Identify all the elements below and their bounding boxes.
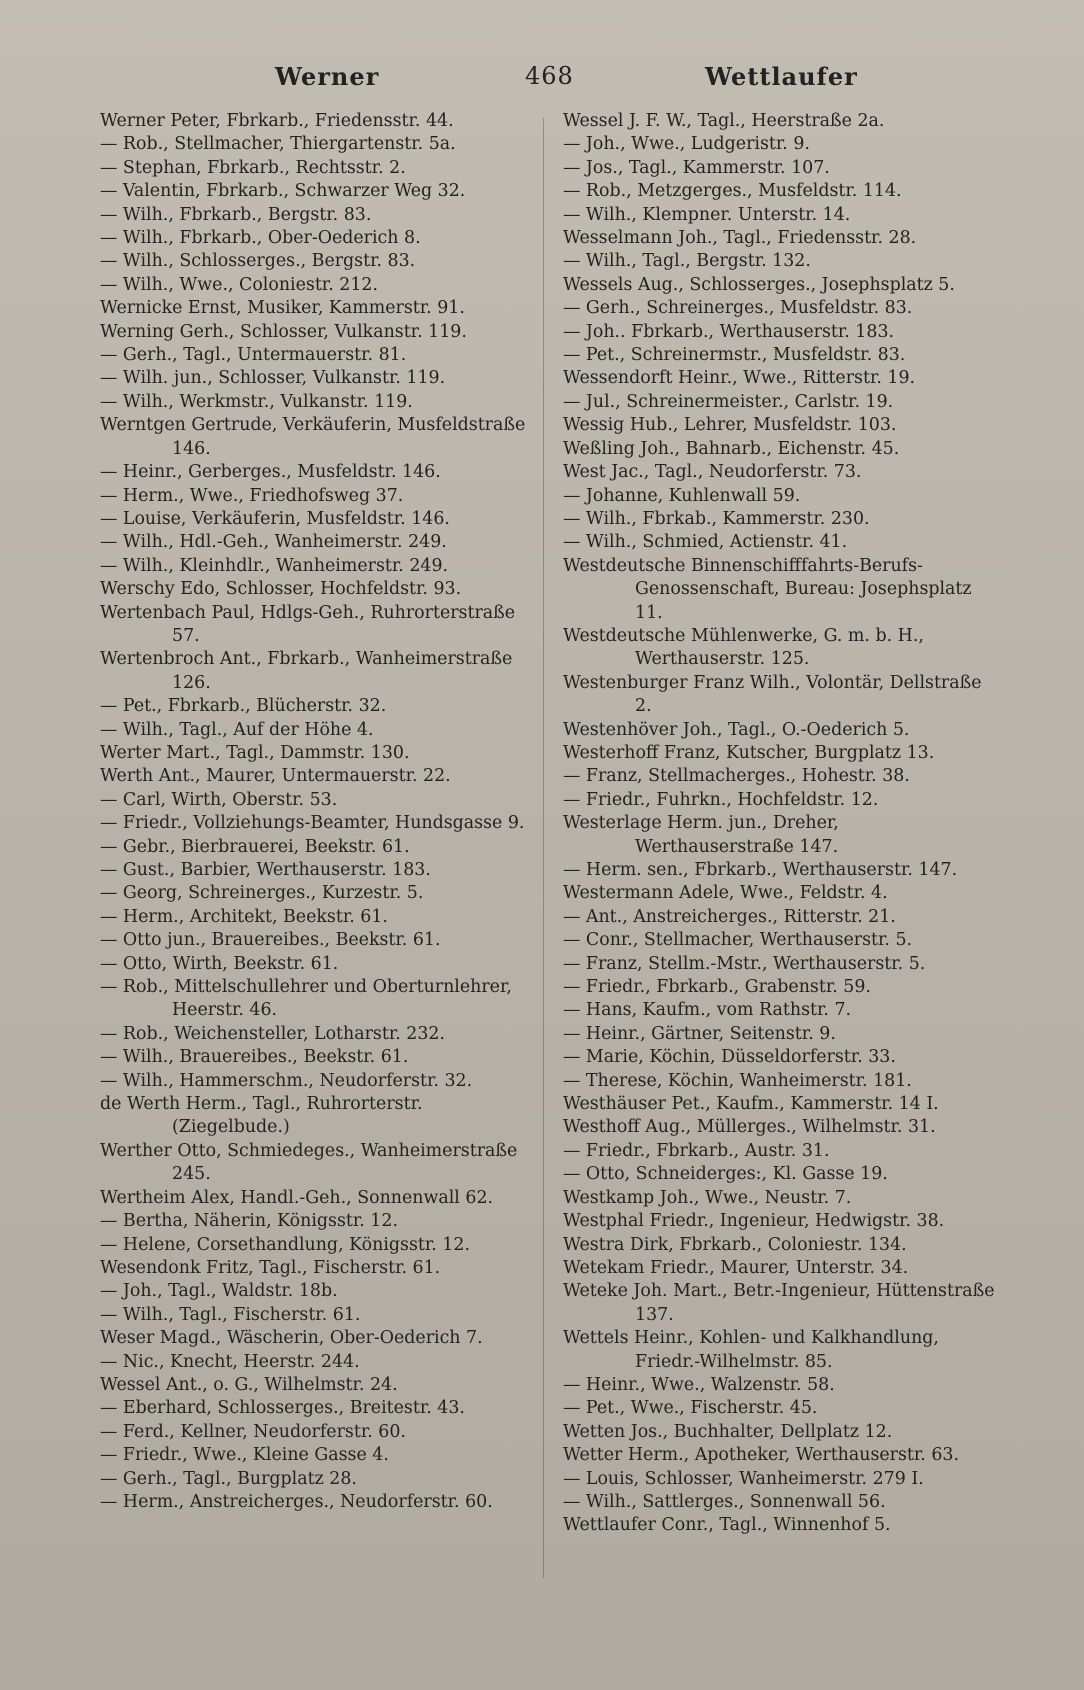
column-divider [543, 118, 544, 1578]
directory-entry: — Jos., Tagl., Kammerstr. 107. [563, 157, 830, 178]
directory-entry: — Franz, Stellm.-Mstr., Werthauserstr. 5. [563, 953, 926, 974]
directory-entry: — Friedr., Wwe., Kleine Gasse 4. [100, 1445, 389, 1466]
directory-entry: — Otto jun., Brauereibes., Beekstr. 61. [100, 930, 441, 951]
directory-entry: — Wilh., Brauereibes., Beekstr. 61. [100, 1047, 409, 1068]
directory-entry: — Gerh., Tagl., Burgplatz 28. [100, 1468, 357, 1489]
directory-entry: — Ant., Anstreicherges., Ritterstr. 21. [563, 906, 896, 927]
directory-entry: — Heinr., Gärtner, Seitenstr. 9. [563, 1023, 836, 1044]
directory-entry: West Jac., Tagl., Neudorferstr. 73. [563, 462, 862, 483]
directory-entry: — Carl, Wirth, Oberstr. 53. [100, 789, 338, 810]
directory-entry: Westkamp Joh., Wwe., Neustr. 7. [563, 1187, 852, 1208]
page-number: 468 [525, 62, 574, 90]
directory-entry: de Werth Herm., Tagl., Ruhrorterstr. (Ziegelbude.) [100, 1094, 423, 1138]
directory-entry: — Franz, Stellmacherges., Hohestr. 38. [563, 766, 910, 787]
directory-entry: — Joh.. Fbrkarb., Werthauserstr. 183. [563, 321, 895, 342]
directory-entry: Wernicke Ernst, Musiker, Kammerstr. 91. [100, 298, 465, 319]
directory-entry: Wettels Heinr., Kohlen- und Kalkhandlung, Friedr.-Wilhelmstr. 85. [563, 1328, 939, 1372]
directory-entry: — Wilh., Fbrkarb., Ober-Oederich 8. [100, 228, 421, 249]
directory-entry: — Wilh., Tagl., Auf der Höhe 4. [100, 719, 374, 740]
directory-entry: Westermann Adele, Wwe., Feldstr. 4. [563, 883, 888, 904]
directory-entry: — Helene, Corsethandlung, Königsstr. 12. [100, 1234, 470, 1255]
directory-entry: Wettlaufer Conr., Tagl., Winnenhof 5. [563, 1515, 891, 1536]
directory-entry: Wessels Aug., Schlosserges., Josephsplatz 5. [563, 274, 955, 295]
directory-entry: Werschy Edo, Schlosser, Hochfeldstr. 93. [100, 579, 462, 600]
directory-entry: Westdeutsche Binnenschifffahrts-Berufs-Genossenschaft, Bureau: Josephsplatz 11. [563, 555, 972, 623]
directory-entry: — Louis, Schlosser, Wanheimerstr. 279 I. [563, 1468, 924, 1489]
directory-entry: — Joh., Tagl., Waldstr. 18b. [100, 1281, 338, 1302]
directory-entry: — Louise, Verkäuferin, Musfeldstr. 146. [100, 508, 450, 529]
directory-entry: — Wilh., Sattlerges., Sonnenwall 56. [563, 1491, 886, 1512]
directory-entry: Wessel J. F. W., Tagl., Heerstraße 2a. [563, 111, 885, 131]
directory-entry: — Herm., Wwe., Friedhofsweg 37. [100, 485, 404, 506]
directory-entry: — Jul., Schreinermeister., Carlstr. 19. [563, 391, 894, 412]
directory-entry: — Stephan, Fbrkarb., Rechtsstr. 2. [100, 157, 406, 178]
directory-entry: — Pet., Wwe., Fischerstr. 45. [563, 1398, 818, 1419]
directory-entry: Weteke Joh. Mart., Betr.-Ingenieur, Hüttenstraße 137. [563, 1281, 995, 1325]
directory-entry: Wesselmann Joh., Tagl., Friedensstr. 28. [563, 228, 917, 249]
directory-entry: — Wilh., Hdl.-Geh., Wanheimerstr. 249. [100, 532, 447, 553]
directory-entry: — Therese, Köchin, Wanheimerstr. 181. [563, 1070, 912, 1091]
directory-entry: Wertenbach Paul, Hdlgs-Geh., Ruhrorterstraße 57. [100, 602, 516, 646]
directory-entry: — Gebr., Bierbrauerei, Beekstr. 61. [100, 836, 410, 857]
directory-entry: Werner Peter, Fbrkarb., Friedensstr. 44. [100, 111, 454, 131]
directory-entry: — Wilh., Fbrkarb., Bergstr. 83. [100, 204, 372, 225]
directory-entry: — Rob., Metzgerges., Musfeldstr. 114. [563, 181, 902, 202]
directory-entry: — Bertha, Näherin, Königsstr. 12. [100, 1211, 398, 1232]
directory-entry: — Wilh., Tagl., Fischerstr. 61. [100, 1304, 361, 1325]
directory-entry: — Heinr., Gerberges., Musfeldstr. 146. [100, 462, 441, 483]
directory-entry: Westra Dirk, Fbrkarb., Coloniestr. 134. [563, 1234, 907, 1255]
directory-entry: Werther Otto, Schmiedeges., Wanheimerstraße 245. [100, 1140, 518, 1185]
directory-entry: — Wilh., Fbrkab., Kammerstr. 230. [563, 508, 870, 529]
directory-entry: — Wilh., Schlosserges., Bergstr. 83. [100, 251, 416, 272]
directory-entry: — Wilh., Klempner. Unterstr. 14. [563, 204, 851, 225]
directory-entry: Werth Ant., Maurer, Untermauerstr. 22. [100, 766, 451, 787]
header-left-keyword: Werner [275, 62, 380, 91]
directory-entry: — Gerh., Tagl., Untermauerstr. 81. [100, 345, 407, 366]
directory-entry: Werntgen Gertrude, Verkäuferin, Musfeldstraße 146. [100, 415, 526, 459]
directory-entry: — Wilh., Kleinhdlr., Wanheimerstr. 249. [100, 555, 449, 576]
directory-entry: Westhoff Aug., Müllerges., Wilhelmstr. 31. [563, 1117, 936, 1138]
directory-entry: Wertenbroch Ant., Fbrkarb., Wanheimerstraße 126. [100, 649, 513, 693]
directory-entry: Werning Gerh., Schlosser, Vulkanstr. 119. [100, 321, 467, 342]
directory-entry: — Herm. sen., Fbrkarb., Werthauserstr. 147. [563, 860, 958, 880]
directory-entry: — Johanne, Kuhlenwall 59. [563, 485, 801, 506]
directory-entry: Wessendorft Heinr., Wwe., Ritterstr. 19. [563, 368, 916, 389]
directory-entry: — Heinr., Wwe., Walzenstr. 58. [563, 1374, 835, 1395]
directory-entry: Westdeutsche Mühlenwerke, G. m. b. H., Werthauserstr. 125. [563, 625, 924, 670]
directory-entry: — Pet., Schreinermstr., Musfeldstr. 83. [563, 345, 906, 366]
directory-entry: — Otto, Wirth, Beekstr. 61. [100, 953, 339, 974]
directory-entry: Westenhöver Joh., Tagl., O.-Oederich 5. [563, 719, 910, 740]
left-column [100, 110, 540, 1514]
directory-entry: — Marie, Köchin, Düsseldorferstr. 33. [563, 1047, 896, 1068]
directory-entry: Wesendonk Fritz, Tagl., Fischerstr. 61. [100, 1257, 441, 1278]
page-header [0, 62, 1084, 102]
directory-entry: — Rob., Mittelschullehrer und Oberturnlehrer, Heerstr. 46. [100, 977, 512, 1021]
directory-entry: Weßling Joh., Bahnarb., Eichenstr. 45. [563, 438, 900, 459]
directory-entry: — Pet., Fbrkarb., Blücherstr. 32. [100, 696, 387, 717]
directory-entry: — Wilh. jun., Schlosser, Vulkanstr. 119. [100, 368, 446, 389]
directory-entry: Wetten Jos., Buchhalter, Dellplatz 12. [563, 1421, 893, 1442]
directory-entry: Wetekam Friedr., Maurer, Unterstr. 34. [563, 1257, 909, 1278]
directory-entry: — Friedr., Fbrkarb., Austr. 31. [563, 1140, 830, 1161]
directory-entry: — Friedr., Fuhrkn., Hochfeldstr. 12. [563, 789, 879, 810]
directory-entry: Wessel Ant., o. G., Wilhelmstr. 24. [100, 1374, 398, 1395]
directory-entry: — Herm., Architekt, Beekstr. 61. [100, 906, 388, 927]
directory-entry: — Valentin, Fbrkarb., Schwarzer Weg 32. [100, 181, 466, 202]
directory-entry: Westhäuser Pet., Kaufm., Kammerstr. 14 I. [563, 1094, 939, 1115]
directory-entry: — Wilh., Wwe., Coloniestr. 212. [100, 274, 378, 295]
directory-entry: Westerhoff Franz, Kutscher, Burgplatz 13. [563, 742, 935, 763]
directory-entry: — Herm., Anstreicherges., Neudorferstr. 60. [100, 1491, 493, 1512]
directory-entry: Wetter Herm., Apotheker, Werthauserstr. 63. [563, 1445, 960, 1466]
directory-entry: Wertheim Alex, Handl.-Geh., Sonnenwall 62. [100, 1187, 494, 1208]
directory-entry: Wessig Hub., Lehrer, Musfeldstr. 103. [563, 415, 897, 436]
directory-entry: — Friedr., Vollziehungs-Beamter, Hundsgasse 9. [100, 813, 525, 834]
directory-entry: — Eberhard, Schlosserges., Breitestr. 43. [100, 1398, 465, 1419]
directory-entry: — Wilh., Tagl., Bergstr. 132. [563, 251, 811, 272]
directory-entry: — Conr., Stellmacher, Werthauserstr. 5. [563, 930, 913, 951]
directory-entry: — Joh., Wwe., Ludgeristr. 9. [563, 134, 810, 155]
header-right-keyword: Wettlaufer [705, 62, 858, 91]
directory-entry: — Ferd., Kellner, Neudorferstr. 60. [100, 1421, 406, 1442]
directory-entry: — Wilh., Werkmstr., Vulkanstr. 119. [100, 391, 413, 412]
directory-entry: — Hans, Kaufm., vom Rathstr. 7. [563, 1000, 852, 1021]
directory-entry: — Wilh., Schmied, Actienstr. 41. [563, 532, 848, 553]
directory-entry: — Gerh., Schreinerges., Musfeldstr. 83. [563, 298, 913, 319]
directory-entry: — Rob., Stellmacher, Thiergartenstr. 5a. [100, 134, 456, 155]
directory-entry: — Gust., Barbier, Werthauserstr. 183. [100, 860, 431, 880]
directory-entry: — Wilh., Hammerschm., Neudorferstr. 32. [100, 1070, 473, 1091]
directory-entry: Westenburger Franz Wilh., Volontär, Dellstraße 2. [563, 672, 982, 717]
right-column [563, 110, 1003, 1538]
directory-entry: Westphal Friedr., Ingenieur, Hedwigstr. 38. [563, 1211, 945, 1232]
directory-entry: — Georg, Schreinerges., Kurzestr. 5. [100, 883, 424, 904]
directory-entry: Westerlage Herm. jun., Dreher, Werthauserstraße 147. [563, 813, 839, 857]
directory-entry: — Rob., Weichensteller, Lotharstr. 232. [100, 1023, 445, 1044]
directory-entry: — Otto, Schneiderges:, Kl. Gasse 19. [563, 1164, 888, 1185]
directory-entry: — Nic., Knecht, Heerstr. 244. [100, 1351, 360, 1372]
directory-entry: — Friedr., Fbrkarb., Grabenstr. 59. [563, 977, 871, 998]
directory-entry: Werter Mart., Tagl., Dammstr. 130. [100, 742, 410, 763]
directory-entry: Weser Magd., Wäscherin, Ober-Oederich 7. [100, 1328, 483, 1349]
